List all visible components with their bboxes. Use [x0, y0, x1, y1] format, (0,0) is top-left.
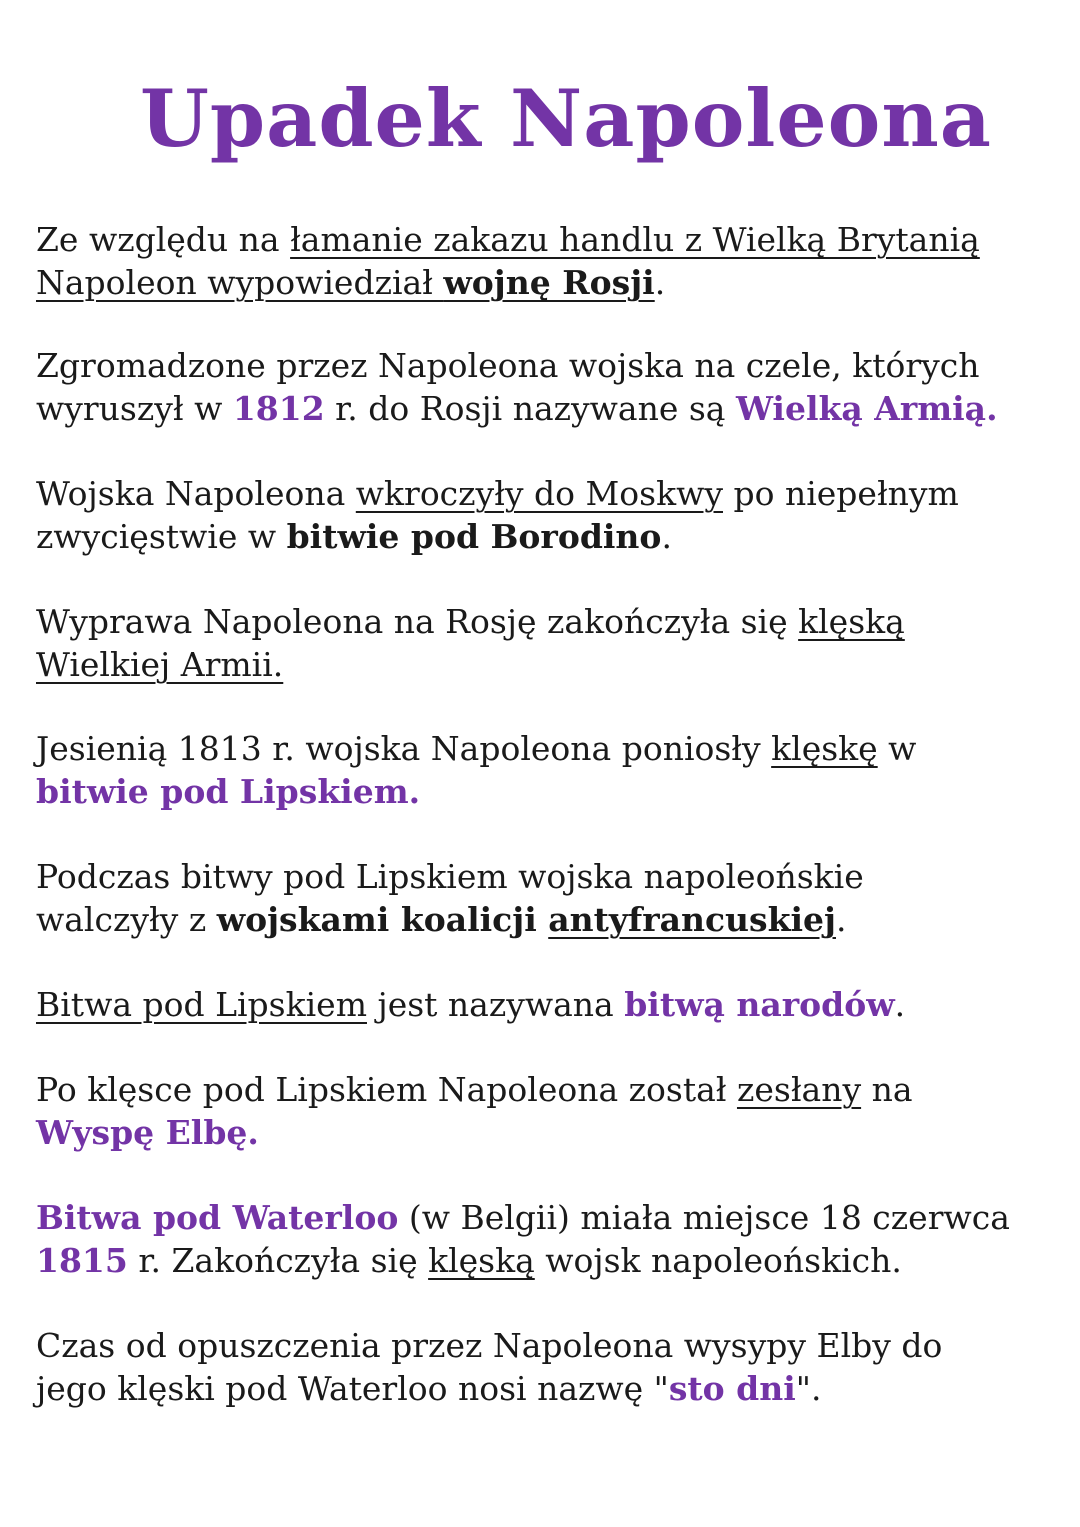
underlined-text: łamanie zakazu handlu z Wielką Brytanią	[290, 220, 980, 259]
text: Zgromadzone przez Napoleona wojska na czele, których	[36, 346, 980, 385]
paragraph-russia-defeat	[36, 600, 1066, 686]
highlight-term: Bitwa pod Waterloo	[36, 1198, 399, 1237]
text: (w Belgii) miała miejsce 18 czerwca	[398, 1198, 1010, 1237]
text: Po klęsce pod Lipskiem Napoleona został	[36, 1070, 737, 1109]
text: .	[661, 517, 672, 556]
underlined-text: Wielkiej Armii.	[36, 645, 284, 684]
underlined-text: zesłany	[736, 1070, 862, 1109]
key-term: bitwie pod Borodino	[286, 517, 662, 556]
highlight-date: 1812	[232, 389, 325, 428]
paragraph-leipzig-defeat	[36, 727, 1066, 813]
text: walczyły z	[36, 900, 217, 939]
underlined-text: klęską	[798, 602, 905, 641]
highlight-term: bitwą narodów	[624, 985, 895, 1024]
underlined-text: wkroczyły do Moskwy	[355, 474, 723, 513]
text: .	[654, 263, 666, 302]
page-title: Upadek Napoleona	[140, 72, 992, 165]
text: Ze względu na	[36, 220, 291, 259]
text: .	[894, 985, 906, 1024]
highlight-date: 1815	[36, 1241, 128, 1280]
highlight-term: Wyspę Elbę.	[36, 1113, 259, 1152]
paragraph-moscow	[36, 472, 1066, 558]
underlined-text: klęską	[428, 1241, 535, 1280]
key-term: wojnę Rosji	[443, 263, 655, 302]
paragraph-great-army	[36, 344, 1066, 430]
text: .	[835, 900, 847, 939]
text: Wojska Napoleona	[36, 474, 356, 513]
paragraph-elba	[36, 1068, 1066, 1154]
key-term: antyfrancuskiej	[548, 900, 836, 939]
text: wojsk napoleońskich.	[534, 1241, 902, 1280]
text: jego klęski pod Waterloo nosi nazwę "	[36, 1369, 669, 1408]
text: na	[861, 1070, 913, 1109]
text: zwycięstwie w	[36, 517, 287, 556]
text: r. Zakończyła się	[127, 1241, 429, 1280]
text: r. do Rosji nazywane są	[324, 389, 736, 428]
highlight-term: Wielką Armią.	[735, 389, 998, 428]
text: wyruszył w	[36, 389, 233, 428]
paragraph-battle-of-nations	[36, 983, 1066, 1026]
highlight-term: sto dni	[668, 1369, 796, 1408]
paragraph-waterloo	[36, 1196, 1066, 1282]
text: Czas od opuszczenia przez Napoleona wysypy Elby do	[36, 1326, 943, 1365]
underlined-text: Napoleon wypowiedział	[36, 263, 444, 302]
text: po niepełnym	[723, 474, 959, 513]
highlight-term: bitwie pod Lipskiem.	[36, 772, 421, 811]
paragraph-coalition	[36, 855, 1066, 941]
text: jest nazywana	[366, 985, 625, 1024]
text: Wyprawa Napoleona na Rosję zakończyła się	[36, 602, 799, 641]
underlined-text: klęskę	[771, 729, 878, 768]
paragraph-hundred-days	[36, 1324, 1066, 1410]
text: w	[877, 729, 917, 768]
text: ".	[795, 1369, 822, 1408]
underlined-text: Bitwa pod Lipskiem	[36, 985, 367, 1024]
paragraph-war-with-russia	[36, 218, 1066, 304]
key-term: wojskami koalicji	[216, 900, 549, 939]
text: Jesienią 1813 r. wojska Napoleona poniosły	[36, 729, 772, 768]
text: Podczas bitwy pod Lipskiem wojska napoleońskie	[36, 857, 864, 896]
